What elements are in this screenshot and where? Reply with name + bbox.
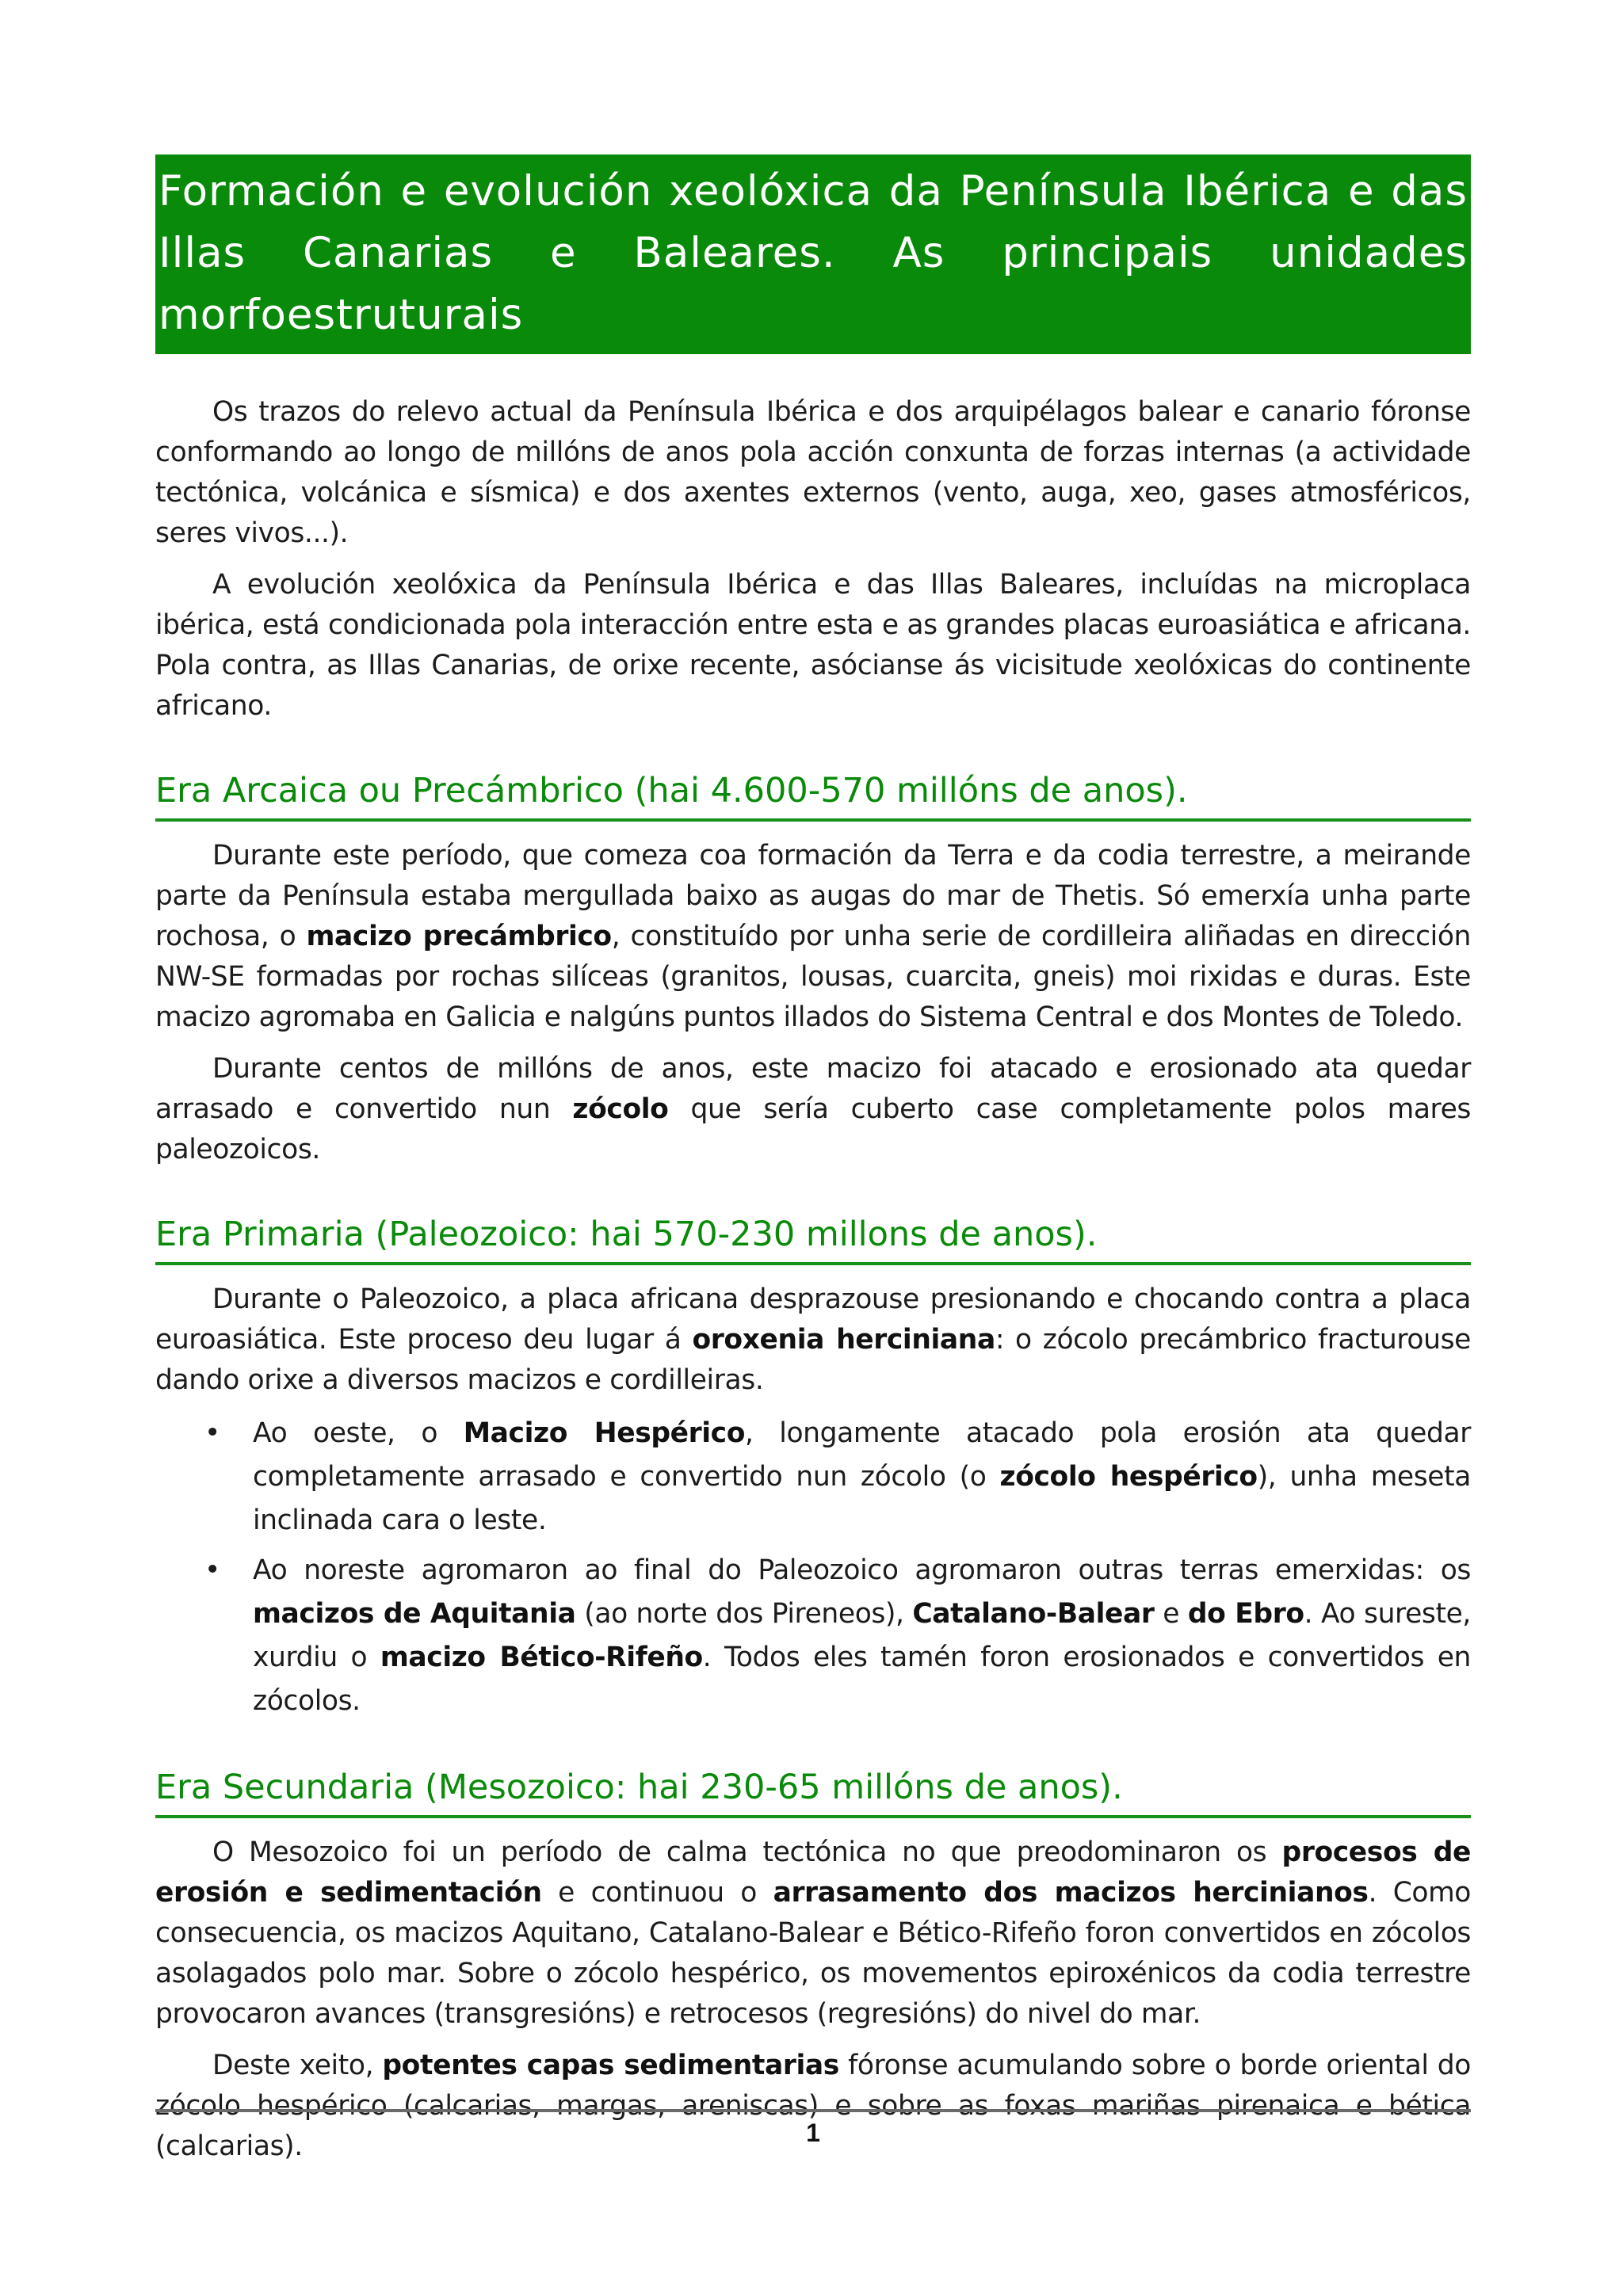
text-run: . Como consecuencia, os macizos Aquitano, Catalano-Balear e Bético-Rifeño foron convertidos en zócolos asolagados polo mar. Sobre o zócolo hespérico, os movementos epiroxénicos da codia terrestre provocaron avances (transgresións) e retrocesos (regresións) do nivel do mar. xyxy=(155,1877,1471,2030)
text-run: Ao oeste, o xyxy=(253,1417,464,1449)
keyword-catalano-balear: Catalano-Balear xyxy=(912,1598,1155,1630)
keyword-macizos-aquitania: macizos de Aquitania xyxy=(253,1598,576,1630)
bullet-icon: • xyxy=(204,1417,220,1449)
text-run: que sería cuberto case completamente polos mares paleozoicos. xyxy=(155,1093,1471,1165)
document-title: Formación e evolución xeolóxica da Península Ibérica e das Illas Canarias e Baleares. As principais unidades morfoestruturais xyxy=(155,154,1471,354)
secundaria-paragraph-1 xyxy=(155,1833,1471,2035)
text-run: Ao noreste agromaron ao final do Paleozoico agromaron outras terras emerxidas: os xyxy=(253,1554,1471,1586)
primaria-paragraph-1 xyxy=(155,1280,1471,1401)
text-run: : o zócolo precámbrico fracturouse dando orixe a diversos macizos e cordilleiras. xyxy=(155,1324,1471,1396)
section-title-primaria: Era Primaria (Paleozoico: hai 570-230 millons de anos). xyxy=(155,1211,1471,1265)
page-number: 1 xyxy=(806,2119,820,2147)
keyword-macizo-hesperico: Macizo Hespérico xyxy=(463,1417,746,1449)
section-primaria xyxy=(155,1211,1471,1723)
keyword-potentes-capas: potentes capas sedimentarias xyxy=(382,2050,839,2081)
arcaica-paragraph-1 xyxy=(155,836,1471,1038)
text-run: . Ao sureste, xurdiu o xyxy=(253,1598,1471,1673)
text-run: . Todos eles tamén foron erosionados e convertidos en zócolos. xyxy=(253,1642,1471,1717)
text-run: Durante este período, que comeza coa formación da Terra e da codia terrestre, a meirande parte da Península estaba mergullada baixo as augas do mar de Thetis. Só emerxía unha parte rochosa, o xyxy=(155,840,1471,952)
footer-divider xyxy=(155,2109,1471,2112)
intro-paragraph-1: Os trazos do relevo actual da Península Ibérica e dos arquipélagos balear e canario fóronse conformando ao longo de millóns de anos pola acción conxunta de forzas internas (a actividade tectónica, volcánica e sísmica) e dos axentes externos (vento, auga, xeo, gases atmosféricos, seres vivos...). xyxy=(155,396,1471,549)
section-title-secundaria: Era Secundaria (Mesozoico: hai 230-65 millóns de anos). xyxy=(155,1764,1471,1818)
keyword-zocolo: zócolo xyxy=(572,1093,669,1125)
text-run: Durante centos de millóns de anos, este macizo foi atacado e erosionado ata quedar arrasado e convertido nun xyxy=(155,1053,1471,1125)
text-run: ), unha meseta inclinada cara o leste. xyxy=(253,1461,1472,1536)
text-run: , longamente atacado pola erosión ata quedar completamente arrasado e convertido nun zócolo (o xyxy=(253,1417,1471,1493)
text-run: fóronse acumulando sobre o borde oriental do zócolo hespérico (calcarias, margas, areniscas) e sobre as foxas mariñas pirenaica e bética (calcarias). xyxy=(155,2050,1471,2162)
keyword-macizo-betico-rifeno: macizo Bético-Rifeño xyxy=(380,1642,703,1673)
list-item xyxy=(155,1549,1471,1723)
list-item xyxy=(155,1412,1471,1543)
intro-section xyxy=(155,392,1471,727)
section-title-arcaica: Era Arcaica ou Precámbrico (hai 4.600-570 millóns de anos). xyxy=(155,768,1471,822)
text-run: e xyxy=(1154,1598,1188,1630)
keyword-do-ebro: do Ebro xyxy=(1187,1598,1304,1630)
text-run: (ao norte dos Pireneos), xyxy=(575,1598,913,1630)
document-page xyxy=(155,154,1471,2178)
keyword-arrasamento-macizos: arrasamento dos macizos hercinianos xyxy=(773,1877,1369,1909)
text-run: O Mesozoico foi un período de calma tectónica no que preodominaron os xyxy=(212,1836,1282,1868)
keyword-oroxenia-herciniana: oroxenia herciniana xyxy=(692,1324,995,1356)
text-run: , constituído por unha serie de cordilleira aliñadas en dirección NW-SE formadas por rochas silíceas (granitos, lousas, cuarcita, gneis) moi rixidas e duras. Este macizo agromaba en Galicia e nalgúns puntos illados do Sistema Central e dos Montes de Toledo. xyxy=(155,921,1472,1033)
text-run: Durante o Paleozoico, a placa africana desprazouse presionando e chocando contra a placa euroasiática. Este proceso deu lugar á xyxy=(155,1283,1471,1356)
text-run: Deste xeito, xyxy=(212,2050,383,2081)
keyword-zocolo-hesperico: zócolo hespérico xyxy=(999,1461,1258,1493)
arcaica-paragraph-2 xyxy=(155,1049,1471,1170)
keyword-macizo-precambrico: macizo precámbrico xyxy=(306,921,612,952)
section-arcaica xyxy=(155,768,1471,1170)
keyword-procesos-erosion: procesos de erosión e sedimentación xyxy=(155,1836,1471,1909)
intro-paragraph-2: A evolución xeolóxica da Península Ibérica e das Illas Baleares, incluídas na microplaca ibérica, está condicionada pola interacción entre esta e as grandes placas euroasiática e africana. Pola contra, as Illas Canarias, de orixe recente, asócianse ás vicisitude xeolóxicas do continente africano. xyxy=(155,569,1471,722)
bullet-icon: • xyxy=(204,1554,220,1586)
text-run: e continuou o xyxy=(541,1877,773,1909)
section-secundaria xyxy=(155,1764,1471,2167)
secundaria-paragraph-2 xyxy=(155,2046,1471,2167)
primaria-bullet-list xyxy=(155,1412,1471,1723)
